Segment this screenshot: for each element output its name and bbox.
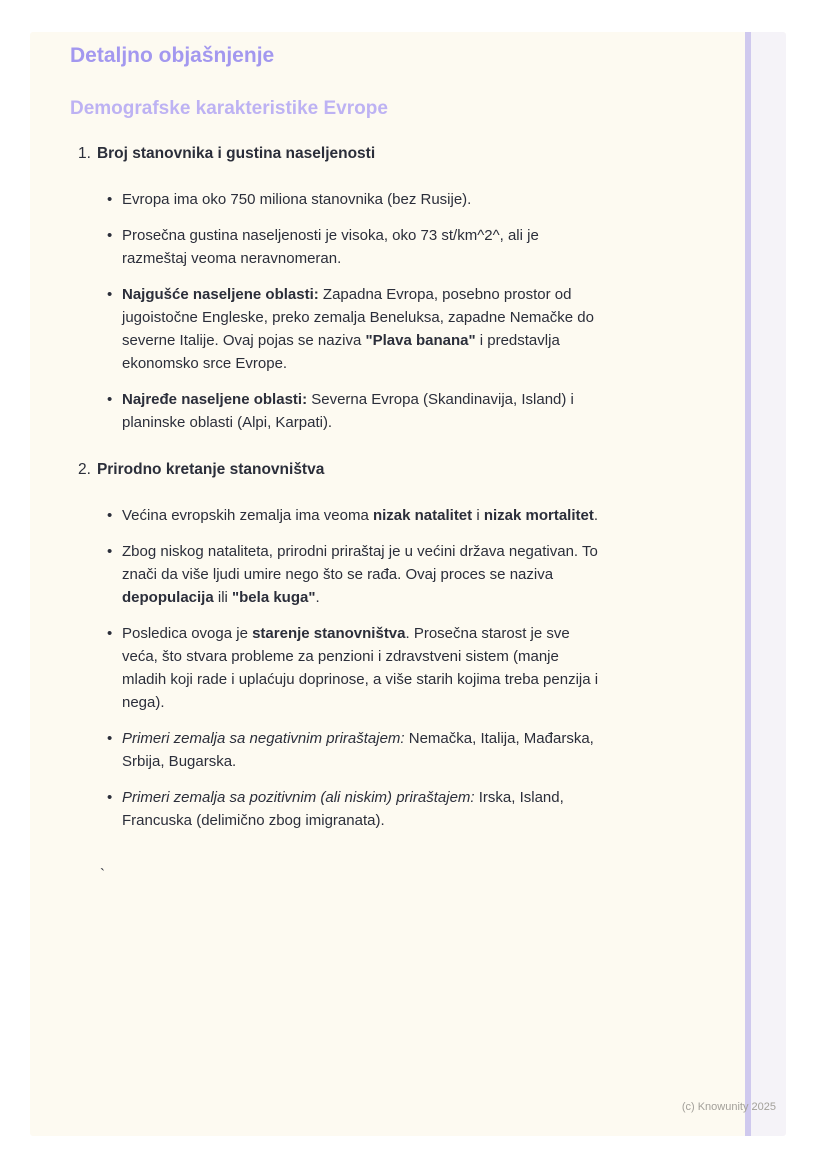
list-item-text — [122, 786, 564, 832]
text-line — [122, 622, 598, 645]
list-item-text — [122, 622, 598, 714]
list-item-text — [122, 504, 598, 527]
text-line — [122, 645, 598, 668]
text-line — [122, 329, 594, 352]
bullet-icon: • — [107, 789, 113, 806]
list-item — [107, 786, 670, 832]
text-run: i — [472, 507, 484, 524]
page-subtitle: Demografske karakteristike Evrope — [70, 98, 388, 119]
text-run: nizak mortalitet — [483, 507, 594, 524]
text-line — [122, 352, 594, 375]
text-line — [122, 586, 598, 609]
list-item-text — [122, 540, 598, 609]
text-line — [122, 283, 594, 306]
section-heading-text: Broj stanovnika i gustina naseljenosti — [96, 145, 376, 162]
list-item-text — [122, 388, 574, 434]
bullet-list — [107, 504, 670, 832]
sections-container — [70, 145, 670, 832]
text-line — [122, 540, 598, 563]
list-item — [107, 388, 670, 434]
vertical-divider-bar — [745, 32, 751, 1136]
text-line — [122, 247, 539, 270]
section-number: 1. — [78, 145, 91, 162]
list-item-text — [122, 224, 539, 270]
text-run: Nemačka, Italija, Mađarska, — [404, 730, 594, 747]
text-line — [122, 750, 594, 773]
list-item — [107, 727, 670, 773]
text-run: Prosečna gustina naseljenosti je visoka, oko 73 st/km^2^, ali je — [122, 227, 539, 244]
text-line — [122, 306, 594, 329]
text-run: Francuska (delimično zbog imigranata). — [122, 812, 385, 829]
text-run: "Plava banana" — [365, 332, 476, 349]
text-run: Najređe naseljene oblasti: — [122, 391, 308, 408]
list-item — [107, 504, 670, 527]
text-run: Zapadna Evropa, posebno prostor od — [318, 286, 572, 303]
text-line — [122, 668, 598, 691]
list-item-text — [122, 283, 594, 375]
text-line — [122, 786, 564, 809]
text-run: i predstavlja — [475, 332, 560, 349]
bullet-icon: • — [107, 507, 113, 524]
copyright-footer: (c) Knowunity 2025 — [681, 1101, 776, 1113]
bullet-icon: • — [107, 391, 113, 408]
text-run: planinske oblasti (Alpi, Karpati). — [122, 414, 333, 431]
bullet-icon: • — [107, 730, 113, 747]
section-heading-2 — [78, 461, 670, 478]
text-run: Primeri zemalja sa pozitivnim (ali niskim) priraštajem: — [122, 789, 475, 806]
text-run: . — [315, 589, 320, 606]
list-item-text — [122, 727, 594, 773]
list-item — [107, 540, 670, 609]
text-run: ili — [213, 589, 233, 606]
text-run: Posledica ovoga je — [122, 625, 253, 642]
section-heading-text: Prirodno kretanje stanovništva — [96, 461, 325, 478]
bullet-list — [107, 188, 670, 434]
text-run: . Prosečna starost je sve — [405, 625, 570, 642]
list-item — [107, 283, 670, 375]
text-line — [122, 224, 539, 247]
text-run: depopulacija — [122, 589, 214, 606]
text-run: mladih koji rade i uplaćuju doprinose, a više starih kojima treba penzija i — [122, 671, 599, 688]
text-run: nizak natalitet — [372, 507, 473, 524]
section-heading-1 — [78, 145, 670, 162]
section-number: 2. — [78, 461, 91, 478]
text-run: severne Italije. Ovaj pojas se naziva — [122, 332, 366, 349]
text-line — [122, 504, 598, 527]
text-run: Zbog niskog nataliteta, prirodni priraštaj je u većini država negativan. To — [122, 543, 598, 560]
document-sheet — [30, 32, 786, 1136]
text-line — [122, 691, 598, 714]
text-run: . — [593, 507, 599, 524]
text-line — [122, 388, 574, 411]
text-run: Srbija, Bugarska. — [122, 753, 237, 770]
text-run: "bela kuga" — [232, 589, 316, 606]
bullet-icon: • — [107, 625, 113, 642]
text-run: veća, što stvara probleme za penzioni i zdravstveni sistem (manje — [122, 648, 559, 665]
bullet-icon: • — [107, 543, 113, 560]
text-line — [122, 188, 471, 211]
text-line — [122, 563, 598, 586]
text-run: Najgušće naseljene oblasti: — [122, 286, 319, 303]
page-title: Detaljno objašnjenje — [70, 44, 275, 67]
right-margin-panel — [751, 32, 786, 1136]
bullet-icon: • — [107, 227, 113, 244]
text-run: jugoistočne Engleske, preko zemalja Beneluksa, zapadne Nemačke do — [122, 309, 594, 326]
text-run: Primeri zemalja sa negativnim priraštajem: — [122, 730, 405, 747]
text-run: Većina evropskih zemalja ima veoma — [122, 507, 373, 524]
text-run: nega). — [122, 694, 165, 711]
text-run: starenje stanovništva — [252, 625, 406, 642]
text-run: Irska, Island, — [474, 789, 564, 806]
text-run: znači da više ljudi umire nego što se rađa. Ovaj proces se naziva — [122, 566, 554, 583]
text-line — [122, 411, 574, 434]
text-line — [122, 809, 564, 832]
stray-backtick-character: ` — [100, 866, 105, 883]
list-item — [107, 188, 670, 211]
text-run: Evropa ima oko 750 miliona stanovnika (bez Rusije). — [122, 191, 472, 208]
list-item — [107, 224, 670, 270]
bullet-icon: • — [107, 286, 113, 303]
text-line — [122, 727, 594, 750]
text-run: ekonomsko srce Evrope. — [122, 355, 288, 372]
bullet-icon: • — [107, 191, 113, 208]
document-content — [70, 45, 670, 859]
list-item — [107, 622, 670, 714]
list-item-text — [122, 188, 471, 211]
text-run: Severna Evropa (Skandinavija, Island) i — [307, 391, 574, 408]
text-run: razmeštaj veoma neravnomeran. — [122, 250, 342, 267]
